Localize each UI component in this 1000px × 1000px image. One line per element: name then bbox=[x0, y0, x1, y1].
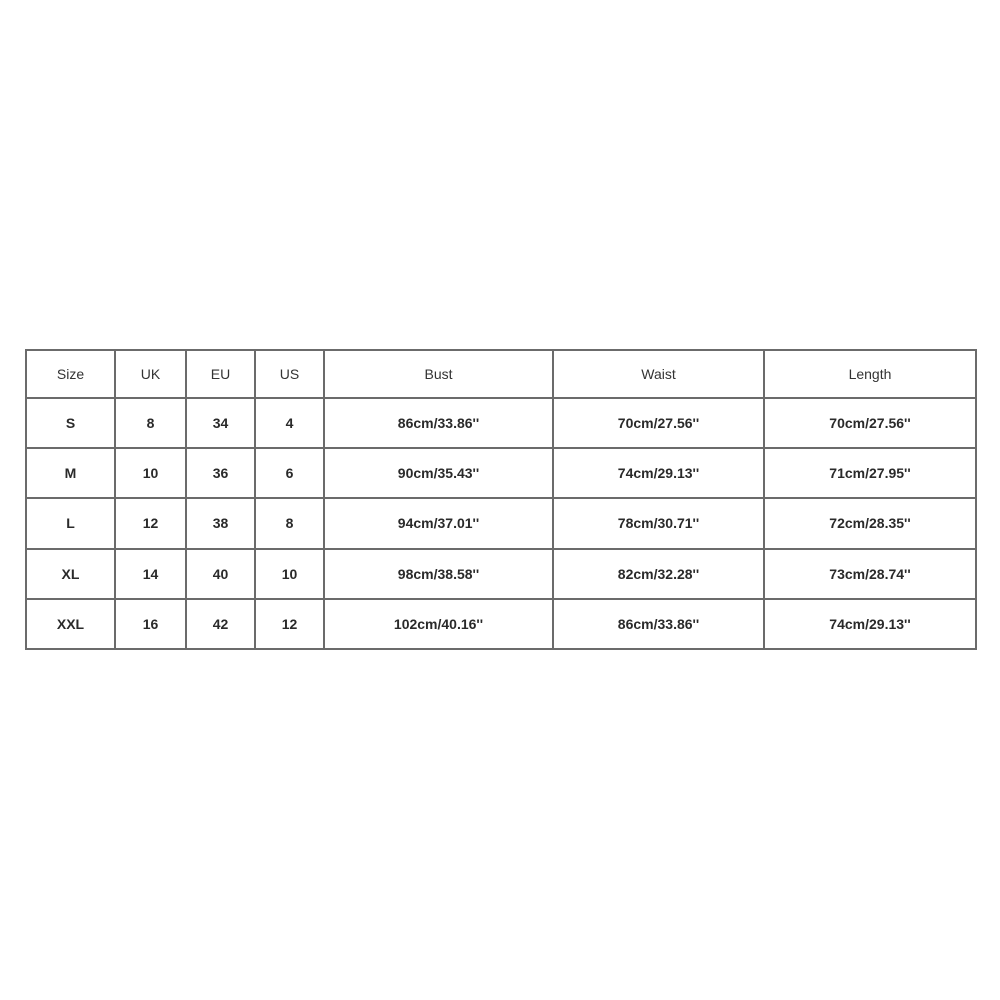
cell-waist: 86cm/33.86'' bbox=[553, 599, 764, 649]
cell-us: 6 bbox=[255, 448, 324, 498]
cell-size: XL bbox=[26, 549, 115, 599]
header-bust: Bust bbox=[324, 350, 553, 398]
cell-bust: 90cm/35.43'' bbox=[324, 448, 553, 498]
cell-us: 12 bbox=[255, 599, 324, 649]
header-size: Size bbox=[26, 350, 115, 398]
cell-length: 74cm/29.13'' bbox=[764, 599, 976, 649]
cell-bust: 102cm/40.16'' bbox=[324, 599, 553, 649]
table-row bbox=[26, 599, 976, 649]
table-header bbox=[26, 350, 976, 398]
cell-eu: 40 bbox=[186, 549, 255, 599]
cell-uk: 8 bbox=[115, 398, 186, 448]
cell-waist: 74cm/29.13'' bbox=[553, 448, 764, 498]
cell-uk: 16 bbox=[115, 599, 186, 649]
cell-bust: 98cm/38.58'' bbox=[324, 549, 553, 599]
cell-length: 72cm/28.35'' bbox=[764, 498, 976, 548]
table-body bbox=[26, 398, 976, 649]
cell-length: 70cm/27.56'' bbox=[764, 398, 976, 448]
cell-waist: 78cm/30.71'' bbox=[553, 498, 764, 548]
cell-size: XXL bbox=[26, 599, 115, 649]
cell-uk: 12 bbox=[115, 498, 186, 548]
header-waist: Waist bbox=[553, 350, 764, 398]
cell-uk: 14 bbox=[115, 549, 186, 599]
cell-us: 4 bbox=[255, 398, 324, 448]
header-eu: EU bbox=[186, 350, 255, 398]
cell-eu: 38 bbox=[186, 498, 255, 548]
cell-us: 10 bbox=[255, 549, 324, 599]
cell-eu: 36 bbox=[186, 448, 255, 498]
cell-eu: 34 bbox=[186, 398, 255, 448]
cell-length: 71cm/27.95'' bbox=[764, 448, 976, 498]
cell-bust: 86cm/33.86'' bbox=[324, 398, 553, 448]
table-row bbox=[26, 549, 976, 599]
cell-uk: 10 bbox=[115, 448, 186, 498]
cell-us: 8 bbox=[255, 498, 324, 548]
header-length: Length bbox=[764, 350, 976, 398]
cell-size: M bbox=[26, 448, 115, 498]
cell-eu: 42 bbox=[186, 599, 255, 649]
header-row bbox=[26, 350, 976, 398]
size-chart-table bbox=[25, 349, 977, 650]
cell-length: 73cm/28.74'' bbox=[764, 549, 976, 599]
table-row bbox=[26, 498, 976, 548]
header-uk: UK bbox=[115, 350, 186, 398]
cell-size: L bbox=[26, 498, 115, 548]
cell-waist: 82cm/32.28'' bbox=[553, 549, 764, 599]
header-us: US bbox=[255, 350, 324, 398]
table-row bbox=[26, 448, 976, 498]
table-row bbox=[26, 398, 976, 448]
cell-size: S bbox=[26, 398, 115, 448]
cell-waist: 70cm/27.56'' bbox=[553, 398, 764, 448]
cell-bust: 94cm/37.01'' bbox=[324, 498, 553, 548]
